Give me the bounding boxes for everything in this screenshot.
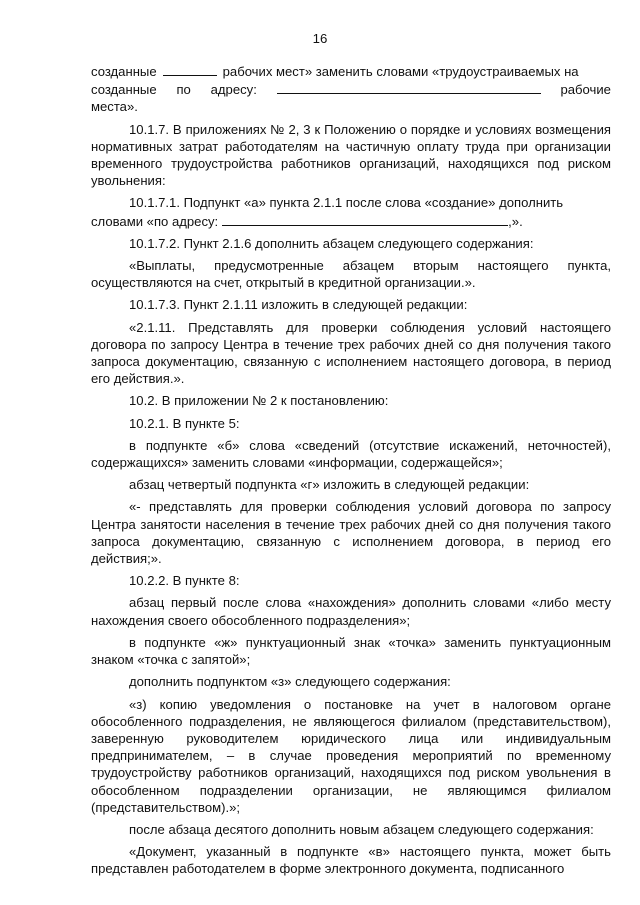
paragraph-line xyxy=(91,212,611,230)
text-fragment: рабочие xyxy=(560,82,611,98)
text-fragment: созданные xyxy=(91,64,157,79)
paragraph-created-jobs xyxy=(91,62,611,116)
paragraph: «Документ, указанный в подпункте «в» настоящего пункта, может быть представлен работодателем в форме электронного документа, подписанного xyxy=(91,844,611,877)
fill-in-blank xyxy=(277,80,541,94)
paragraph: «з) копию уведомления о постановке на учет в налоговом органе обособленного подразделения, не являющегося филиалом (представительством), заверенную руководителем юридического лица или индивидуальным предпринимателем, – в случае проведения мероприятий по временному трудоустройству работников организаций, находящихся под риском увольнения в обособленном подразделении организации, не являющимся филиалом (представительством).»; xyxy=(91,696,611,815)
fill-in-blank xyxy=(163,62,217,76)
text-fragment: словами «по адресу: xyxy=(91,213,219,229)
paragraph-line xyxy=(91,98,611,115)
text-fragment: 10.1.7.1. Подпункт «а» пункта 2.1.1 после слова «создание» дополнить xyxy=(129,195,564,211)
fill-in-blank xyxy=(222,212,508,226)
text-fragment: рабочих мест» заменить словами «трудоустраиваемых на xyxy=(222,64,579,79)
paragraph-subpoint-a xyxy=(91,194,611,229)
paragraph: «2.1.11. Представлять для проверки соблюдения условий настоящего договора по запросу Центра в течение трех рабочих дней со дня получения такого запроса документацию, связанную с исполнением настоящего договора, в период его действия.». xyxy=(91,319,611,387)
paragraph: «Выплаты, предусмотренные абзацем вторым настоящего пункта, осуществляются на счет, открытый в кредитной организации.». xyxy=(91,258,611,291)
paragraph-line xyxy=(91,194,611,211)
paragraph: 10.2. В приложении № 2 к постановлению: xyxy=(129,393,389,409)
paragraph: 10.2.1. В пункте 5: xyxy=(129,415,240,431)
paragraph: 10.1.7. В приложениях № 2, 3 к Положению о порядке и условиях возмещения нормативных затрат работодателям на частичную оплату труда при организации временного трудоустройства работников организаций, находящихся под риском увольнения: xyxy=(91,121,611,189)
paragraph: 10.1.7.2. Пункт 2.1.6 дополнить абзацем следующего содержания: xyxy=(129,235,534,251)
page-number: 16 xyxy=(312,31,328,46)
text-fragment: по xyxy=(176,82,191,98)
text-fragment: ,». xyxy=(508,213,523,229)
text-fragment: адресу: xyxy=(210,82,257,98)
paragraph: абзац первый после слова «нахождения» дополнить словами «либо месту нахождения своего обособленного подразделения»; xyxy=(91,595,611,628)
paragraph: «- представлять для проверки соблюдения условий договора по запросу Центра занятости населения в течение трех рабочих дней со дня получения такого запроса документацию, связанную с исполнением договора, в период его действия;». xyxy=(91,499,611,567)
paragraph: после абзаца десятого дополнить новым абзацем следующего содержания: xyxy=(129,821,594,837)
paragraph-line xyxy=(91,62,611,80)
paragraph-line xyxy=(91,80,611,98)
text-fragment: созданные xyxy=(91,82,157,98)
paragraph: дополнить подпунктом «з» следующего содержания: xyxy=(129,674,451,690)
paragraph: в подпункте «б» слова «сведений (отсутствие искажений, неточностей), содержащихся» заменить словами «информации, содержащейся»; xyxy=(91,437,611,471)
document-body xyxy=(91,62,611,878)
paragraph: абзац четвертый подпункта «г» изложить в следующей редакции: xyxy=(129,477,530,493)
paragraph: 10.2.2. В пункте 8: xyxy=(129,573,240,589)
paragraph: 10.1.7.3. Пункт 2.1.11 изложить в следующей редакции: xyxy=(129,297,468,313)
paragraph: в подпункте «ж» пунктуационный знак «точка» заменить пунктуационным знаком «точка с запятой»; xyxy=(91,634,611,668)
text-fragment: места». xyxy=(91,99,138,115)
